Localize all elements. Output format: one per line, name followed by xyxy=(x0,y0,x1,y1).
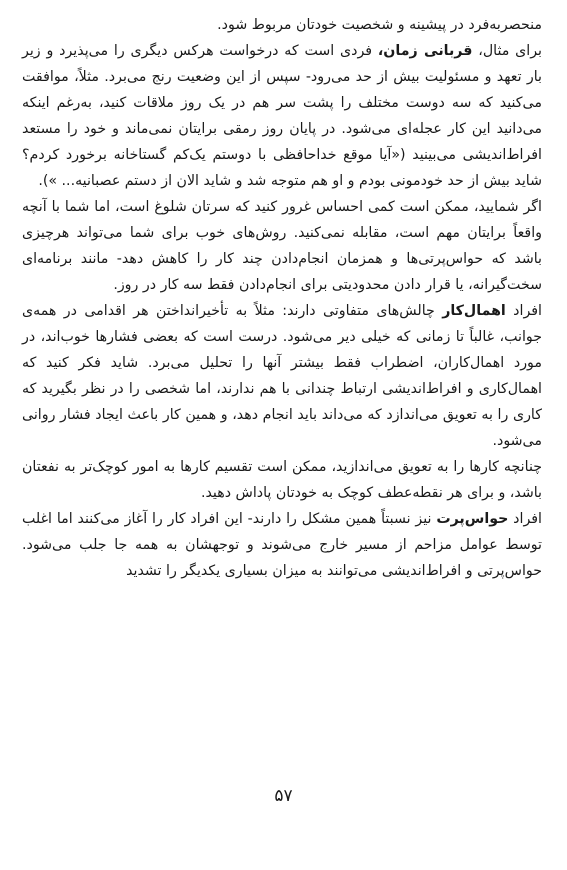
term-procrastinator: اهمال‌کار xyxy=(442,303,506,319)
paragraph-5-text: چنانچه کارها را به تعویق می‌اندازید، ممکن است تقسیم کارها به امور کوچک‌تر به نفعتان باشد، و برای هر نقطه‌عطف کوچک به خودتان پاداش دهید. xyxy=(22,459,542,501)
term-time-victim: قربانی زمان، xyxy=(377,43,473,59)
paragraph-2 xyxy=(22,38,542,194)
paragraph-6-text-b: نیز نسبتاً همین مشکل را دارند- این افراد کار را آغاز می‌کنند اما اغلب توسط عوامل مزاحم از مسیر خارج می‌شوند و توجهشان به همه جا جلب می‌شود. حواس‌پرتی و افراط‌اندیشی می‌توانند به میزان بسیاری یکدیگر را تشدید xyxy=(22,511,542,579)
paragraph-2-text-b: فردی است که درخواست هرکس دیگری را می‌پذیرد و زیر بار تعهد و مسئولیت بیش از حد می‌رود- سپس از این وضعیت رنج می‌برد. مثلاً، موافقت می‌کنید که سه دوست مختلف را پشت سر هم در یک روز ملاقات کنید، به‌رغم اینکه می‌دانید این کار عجله‌ای می‌شود. در پایان روز رمقی برایتان نمی‌ماند و خود را مستعد افراط‌اندیشی می‌بینید («آیا موقع خداحافظی با دوستم یک‌کم گستاخانه برخورد کردم؟ شاید بیش از حد خودمونی بودم و او هم متوجه شد و شاید الان از دستم عصبانیه... »). xyxy=(22,43,542,189)
paragraph-6-text-a: افراد xyxy=(508,511,542,527)
paragraph-3 xyxy=(22,194,542,298)
paragraph-4 xyxy=(22,298,542,454)
term-distracted: حواس‌پرت xyxy=(436,511,509,527)
paragraph-4-text-a: افراد xyxy=(505,303,542,319)
paragraph-6 xyxy=(22,506,542,584)
page-number: ۵۷ xyxy=(274,786,293,806)
paragraph-1-text: منحصربه‌فرد در پیشینه و شخصیت خودتان مربوط شود. xyxy=(217,17,542,33)
paragraph-2-text-a: برای مثال، xyxy=(472,43,543,59)
paragraph-1 xyxy=(22,12,542,38)
paragraph-4-text-b: چالش‌های متفاوتی دارند: مثلاً به تأخیرانداختن هر اقدامی در همه‌ی جوانب، غالباً تا زمانی که خیلی دیر می‌شود. درست است که بعضی فشارها خوب‌اند، در مورد اهمال‌کاران، اضطراب فقط بیشتر آنها را تحلیل می‌برد. شاید فکر کنید که اهمال‌کاری و افراط‌اندیشی ارتباط چندانی با هم ندارند، اما شخصی را در نظر بگیرید که کاری را به تعویق می‌اندازد که می‌داند باید انجام دهد، و همین کار باعث ایجاد فشار روانی می‌شود. xyxy=(22,303,542,449)
paragraph-5 xyxy=(22,454,542,506)
paragraph-3-text: اگر شمایید، ممکن است کمی احساس غرور کنید که سرتان شلوغ است، اما شما با آنچه واقعاً برایتان مهم است، مقابله نمی‌کنید. روش‌های خوب برای شما می‌تواند هرچیزی باشد که حواس‌پرتی‌ها و همزمان انجام‌دادن چند کار را کاهش دهد- مانند برنامه‌ای سخت‌گیرانه، یا قرار دادن محدودیتی برای انجام‌دادن فقط سه کار در روز. xyxy=(22,199,542,293)
page-body xyxy=(22,12,542,584)
